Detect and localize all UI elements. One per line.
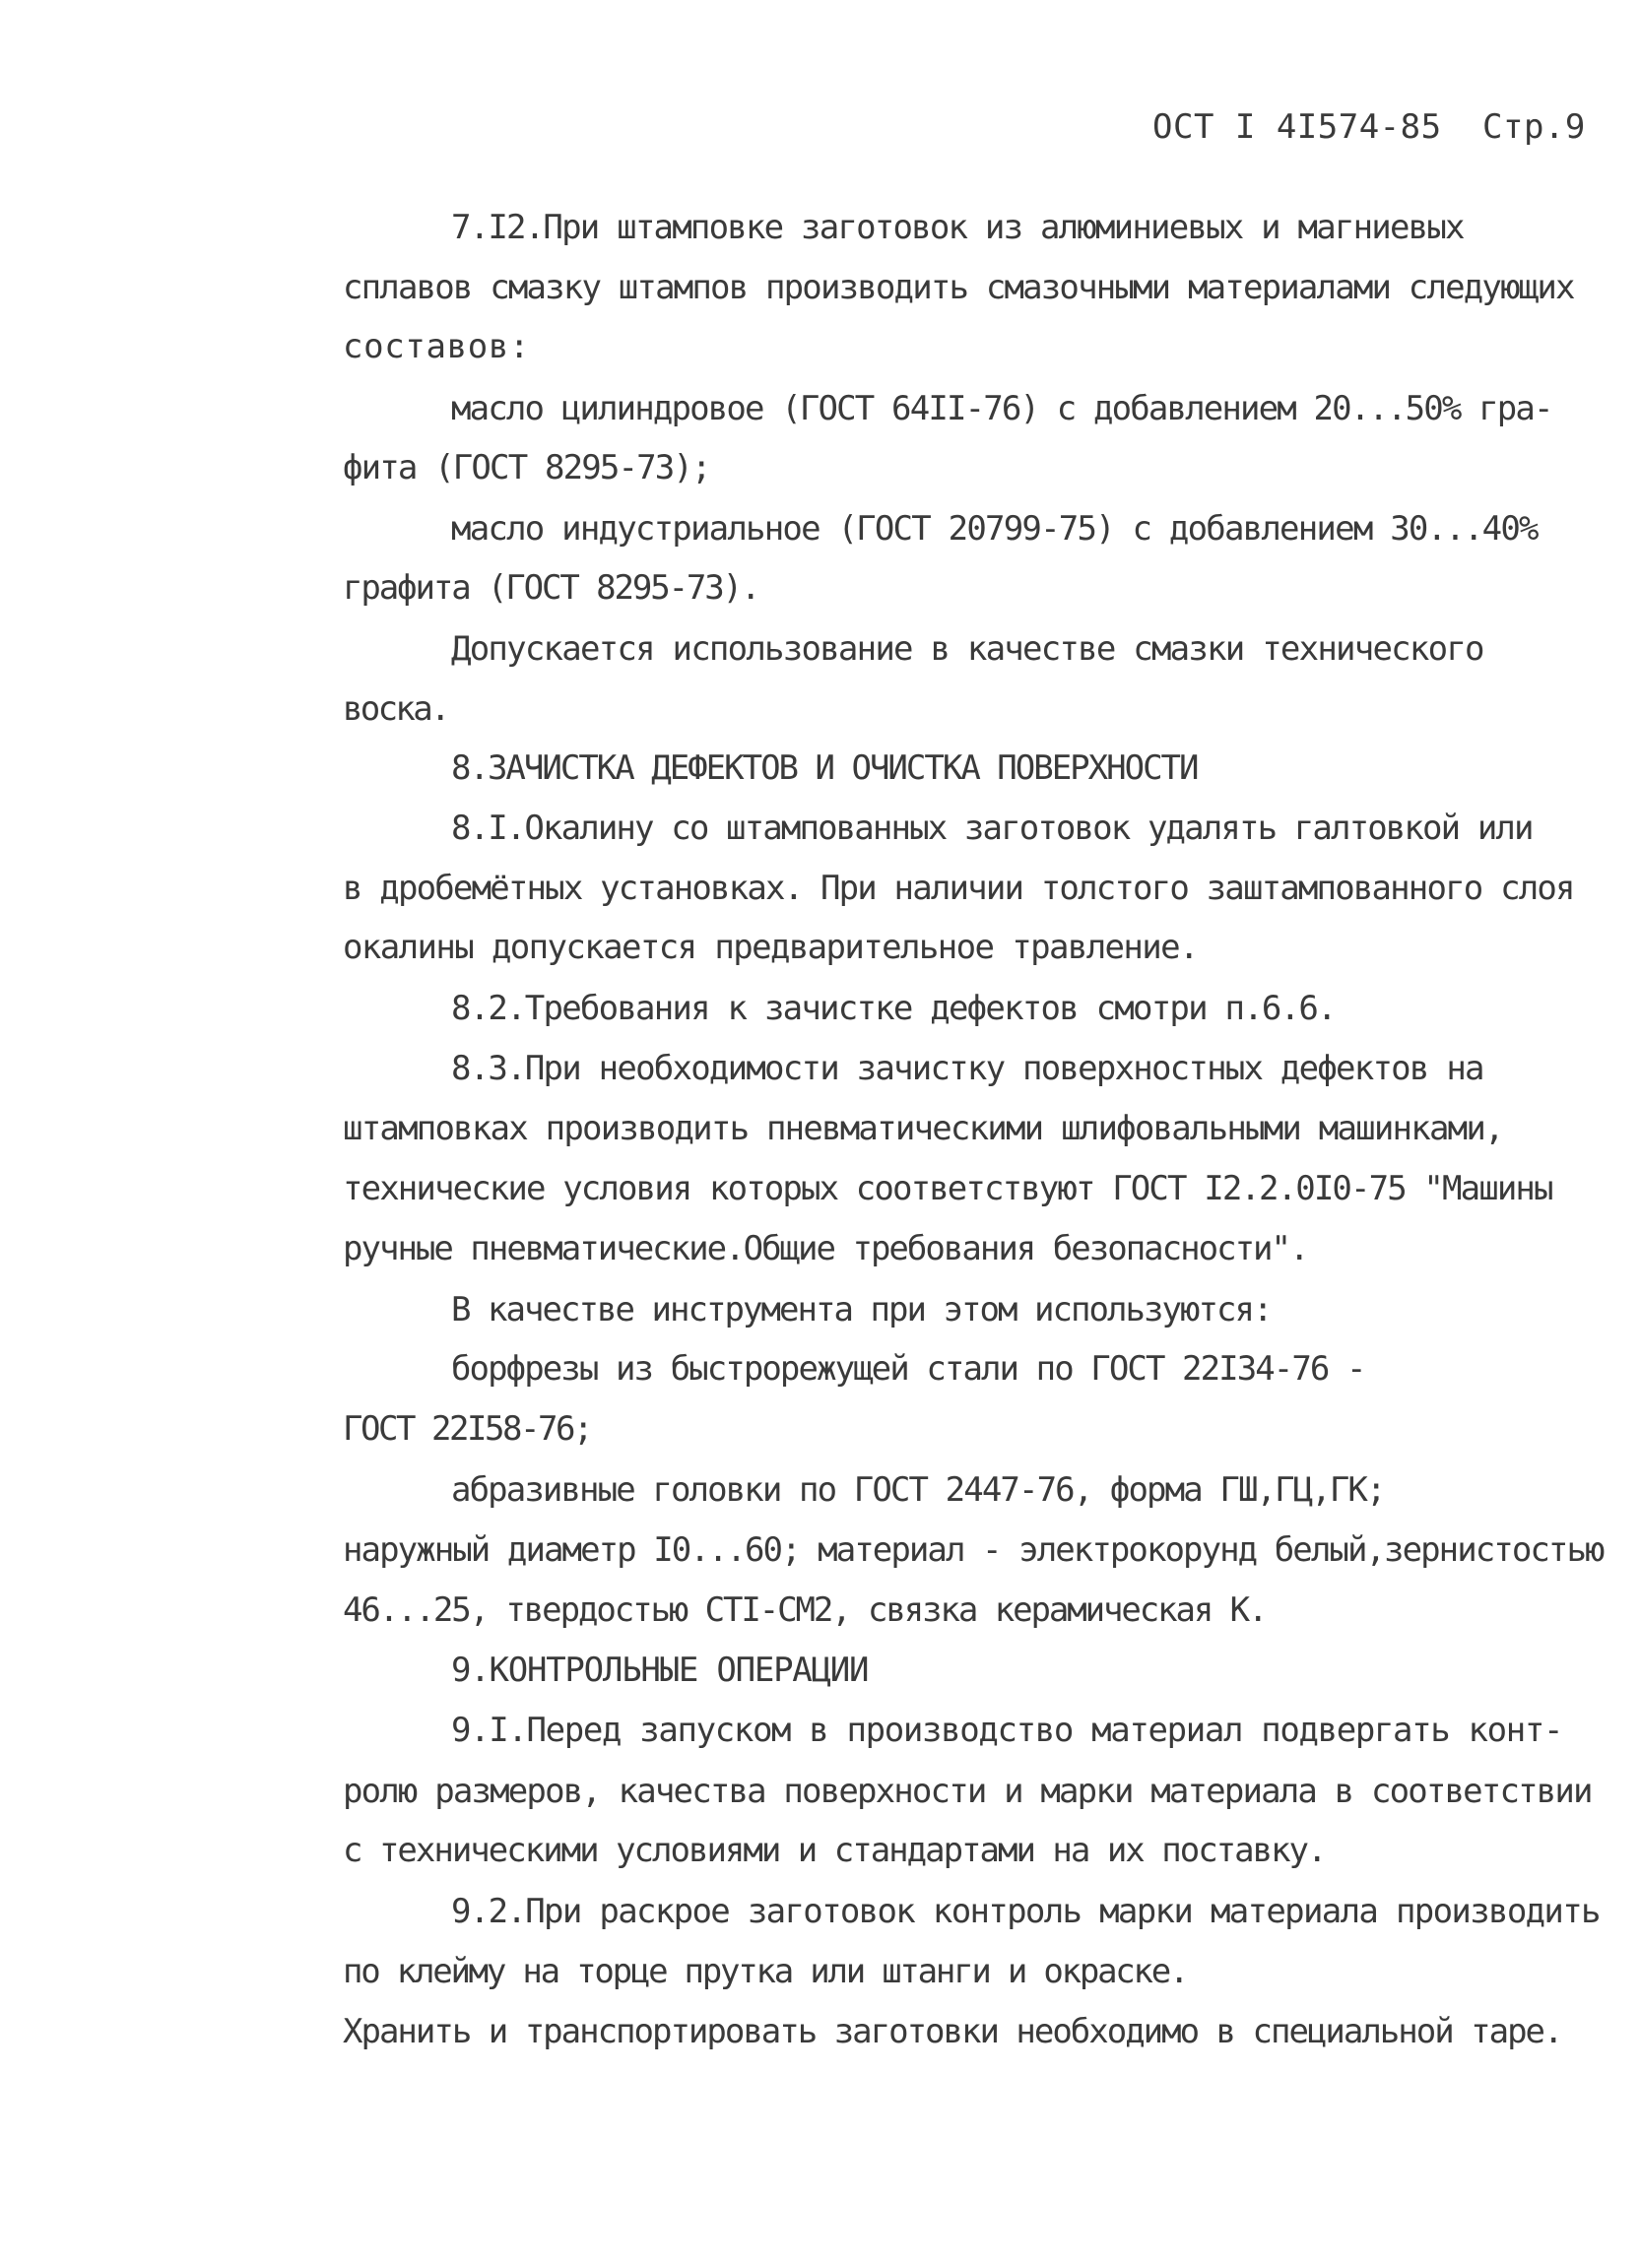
paragraph-9-1-line: с техническими условиями и стандартами на их поставку. [343, 1831, 1326, 1870]
list-item-oil-industrial: масло индустриальное (ГОСТ 20799-75) с добавлением 30...40% [451, 509, 1538, 549]
paragraph-wax-note: воска. [343, 689, 448, 729]
list-item-abrasive-heads: 46...25, твердостью СТI-СМ2, связка керамическая К. [343, 1590, 1267, 1630]
list-item-oil-industrial: графита (ГОСТ 8295-73). [343, 568, 759, 608]
paragraph-8-3-line: 8.3.При необходимости зачистку поверхностных дефектов на [451, 1049, 1483, 1088]
paragraph-8-3-line: ручные пневматические.Общие требования безопасности". [343, 1229, 1308, 1268]
list-item-burr-cutters: борфрезы из быстрорежущей стали по ГОСТ 22I34-76 - [451, 1349, 1365, 1389]
paragraph-storage-note: Хранить и транспортировать заготовки необходимо в специальной таре. [343, 2012, 1562, 2051]
section-heading-9: 9.КОНТРОЛЬНЫЕ ОПЕРАЦИИ [451, 1651, 869, 1690]
list-item-abrasive-heads: абразивные головки по ГОСТ 2447-76, форма ГШ,ГЦ,ГК; [451, 1470, 1385, 1510]
list-item-oil-cylinder: масло цилиндровое (ГОСТ 64II-76) с добавлением 20...50% гра- [451, 389, 1552, 428]
paragraph-9-2-line: 9.2.При раскрое заготовок контроль марки материала производить [451, 1892, 1600, 1931]
section-heading-8: 8.ЗАЧИСТКА ДЕФЕКТОВ И ОЧИСТКА ПОВЕРХНОСТИ [451, 748, 1198, 788]
paragraph-8-1-line: в дробемётных установках. При наличии толстого заштампованного слоя [343, 869, 1574, 908]
paragraph-8-3-line: технические условия которых соответствуют ГОСТ I2.2.0I0-75 "Машины [343, 1169, 1552, 1208]
paragraph-8-1-line: окалины допускается предварительное травление. [343, 928, 1198, 967]
paragraph-8-1-line: 8.I.Окалину со штампованных заготовок удалять галтовкой или [451, 809, 1533, 848]
page-number: Стр.9 [1482, 107, 1586, 147]
list-item-abrasive-heads: наружный диаметр I0...60; материал - электрокорунд белый,зернистостью [343, 1530, 1604, 1570]
paragraph-7-12-line: составов: [343, 327, 531, 366]
paragraph-7-12-line: сплавов смазку штампов производить смазочными материалами следующих [343, 268, 1574, 307]
list-item-burr-cutters: ГОСТ 22I58-76; [343, 1409, 592, 1449]
list-item-oil-cylinder: фита (ГОСТ 8295-73); [343, 448, 710, 487]
paragraph-8-3-line: штамповках производить пневматическими шлифовальными машинками, [343, 1109, 1503, 1148]
paragraph-9-1-line: ролю размеров, качества поверхности и марки материала в соответствии [343, 1772, 1592, 1811]
paragraph-9-2-line: по клейму на торце прутка или штанги и окраске. [343, 1952, 1188, 1991]
paragraph-7-12-line: 7.I2.При штамповке заготовок из алюминиевых и магниевых [451, 208, 1464, 247]
paragraph-tools-intro: В качестве инструмента при этом используются: [451, 1290, 1272, 1329]
paragraph-wax-note: Допускается использование в качестве смазки технического [451, 629, 1483, 669]
document-code: ОСТ I 4I574-85 [1152, 107, 1442, 147]
paragraph-8-2: 8.2.Требования к зачистке дефектов смотри п.6.6. [451, 989, 1336, 1028]
paragraph-9-1-line: 9.I.Перед запуском в производство материал подвергать конт- [451, 1711, 1563, 1750]
